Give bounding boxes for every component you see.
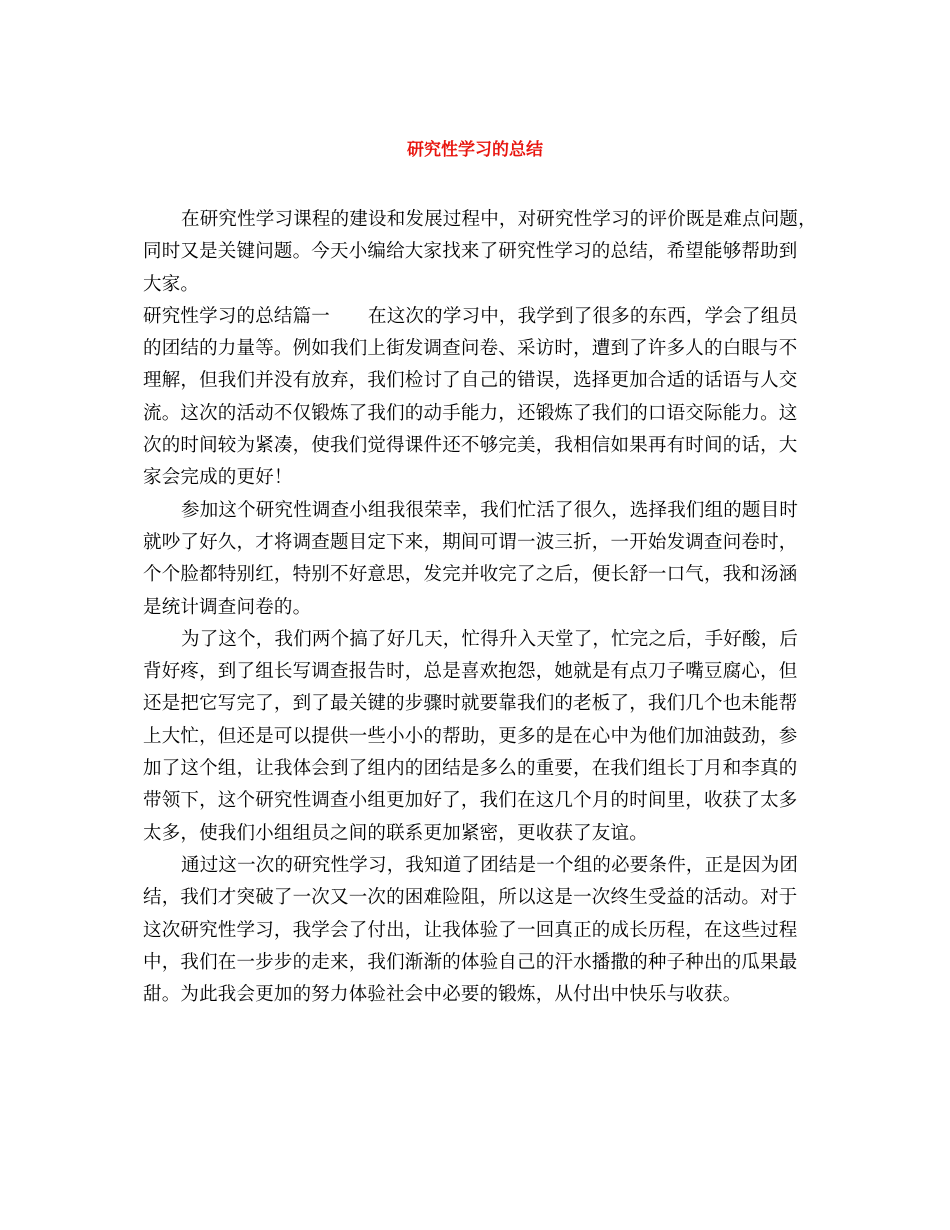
- text-line-content: 甜。为此我会更加的努力体验社会中必要的锻炼，从付出中快乐与收获。: [143, 984, 742, 1006]
- text-line: [143, 269, 806, 301]
- text-line-content: 结，我们才突破了一次又一次的困难险阻，所以这是一次终生受益的活动。对于: [143, 887, 798, 909]
- text-line-content: 还是把它写完了，到了最关键的步骤时就要靠我们的老板了，我们几个也未能帮: [143, 693, 798, 715]
- text-line: [143, 979, 806, 1011]
- text-line: [143, 592, 806, 624]
- text-line: [143, 721, 806, 753]
- document-body: [143, 204, 817, 1011]
- text-line: [143, 850, 806, 882]
- text-line: [143, 301, 806, 333]
- text-line: [143, 882, 806, 914]
- text-line: [143, 333, 806, 365]
- text-line-content: 为了这个，我们两个搞了好几天，忙得升入天堂了，忙完之后，手好酸，后: [181, 628, 799, 650]
- text-line: [143, 527, 806, 559]
- text-line: [143, 624, 806, 656]
- text-line: [143, 753, 806, 785]
- text-line: [143, 365, 806, 397]
- text-line-content: 背好疼，到了组长写调查报告时，总是喜欢抱怨，她就是有点刀子嘴豆腐心，但: [143, 661, 798, 683]
- text-line: [143, 688, 806, 720]
- text-line-content: 流。这次的活动不仅锻炼了我们的动手能力，还锻炼了我们的口语交际能力。这: [143, 402, 798, 424]
- text-line: [143, 947, 806, 979]
- text-line-content: 这次研究性学习，我学会了付出，让我体验了一回真正的成长历程，在这些过程: [143, 919, 798, 941]
- text-line: [143, 818, 806, 850]
- text-line: [143, 559, 806, 591]
- text-line: [143, 656, 806, 688]
- text-line-content: 个个脸都特别红，特别不好意思，发完并收完了之后，便长舒一口气，我和汤涵: [143, 564, 798, 586]
- document-title: 研究性学习的总结: [407, 140, 543, 160]
- text-line-content: 研究性学习的总结篇一: [143, 305, 331, 327]
- text-line-content: 中，我们在一步步的走来，我们渐渐的体验自己的汗水播撒的种子种出的瓜果最: [143, 951, 798, 973]
- text-line: [143, 430, 806, 462]
- text-line: [143, 915, 806, 947]
- text-line: [143, 785, 806, 817]
- text-line-content: 理解，但我们并没有放弃，我们检讨了自己的错误，选择更加合适的话语与人交: [143, 370, 798, 392]
- text-line-content: 次的时间较为紧凑，使我们觉得课件还不够完美，我相信如果再有时间的话，大: [143, 435, 798, 457]
- text-line-content: 大家。: [143, 273, 200, 295]
- text-line-content: 是统计调查问卷的。: [143, 596, 312, 618]
- text-line-content: 带领下，这个研究性调查小组更加好了，我们在这几个月的时间里，收获了太多: [143, 790, 798, 812]
- text-line-content: 在研究性学习课程的建设和发展过程中，对研究性学习的评价既是难点问题，: [181, 209, 817, 230]
- text-line-content: 参加这个研究性调查小组我很荣幸，我们忙活了很久，选择我们组的题目时: [181, 499, 799, 521]
- text-line: [143, 495, 806, 527]
- text-line: [143, 398, 806, 430]
- text-line-content: 加了这个组，让我体会到了组内的团结是多么的重要，在我们组长丁月和李真的: [143, 758, 798, 780]
- text-line: [143, 204, 817, 236]
- text-line-content: 上大忙，但还是可以提供一些小小的帮助，更多的是在心中为他们加油鼓劲，参: [143, 725, 798, 747]
- text-line-tail: 在这次的学习中，我学到了很多的东西，学会了组员: [368, 305, 799, 327]
- text-line-content: 就吵了好久，才将调查题目定下来，期间可谓一波三折，一开始发调查问卷时，: [143, 531, 798, 553]
- text-line-content: 家会完成的更好！: [143, 467, 293, 489]
- text-line-content: 通过这一次的研究性学习，我知道了团结是一个组的必要条件，正是因为团: [181, 854, 799, 876]
- text-line: [143, 462, 806, 494]
- text-line-content: 太多，使我们小组组员之间的联系更加紧密，更收获了友谊。: [143, 822, 648, 844]
- text-line: [143, 236, 806, 268]
- text-line-content: 的团结的力量等。例如我们上街发调查问卷、采访时，遭到了许多人的白眼与不: [143, 338, 798, 360]
- text-line-content: 同时又是关键问题。今天小编给大家找来了研究性学习的总结，希望能够帮助到: [143, 241, 798, 263]
